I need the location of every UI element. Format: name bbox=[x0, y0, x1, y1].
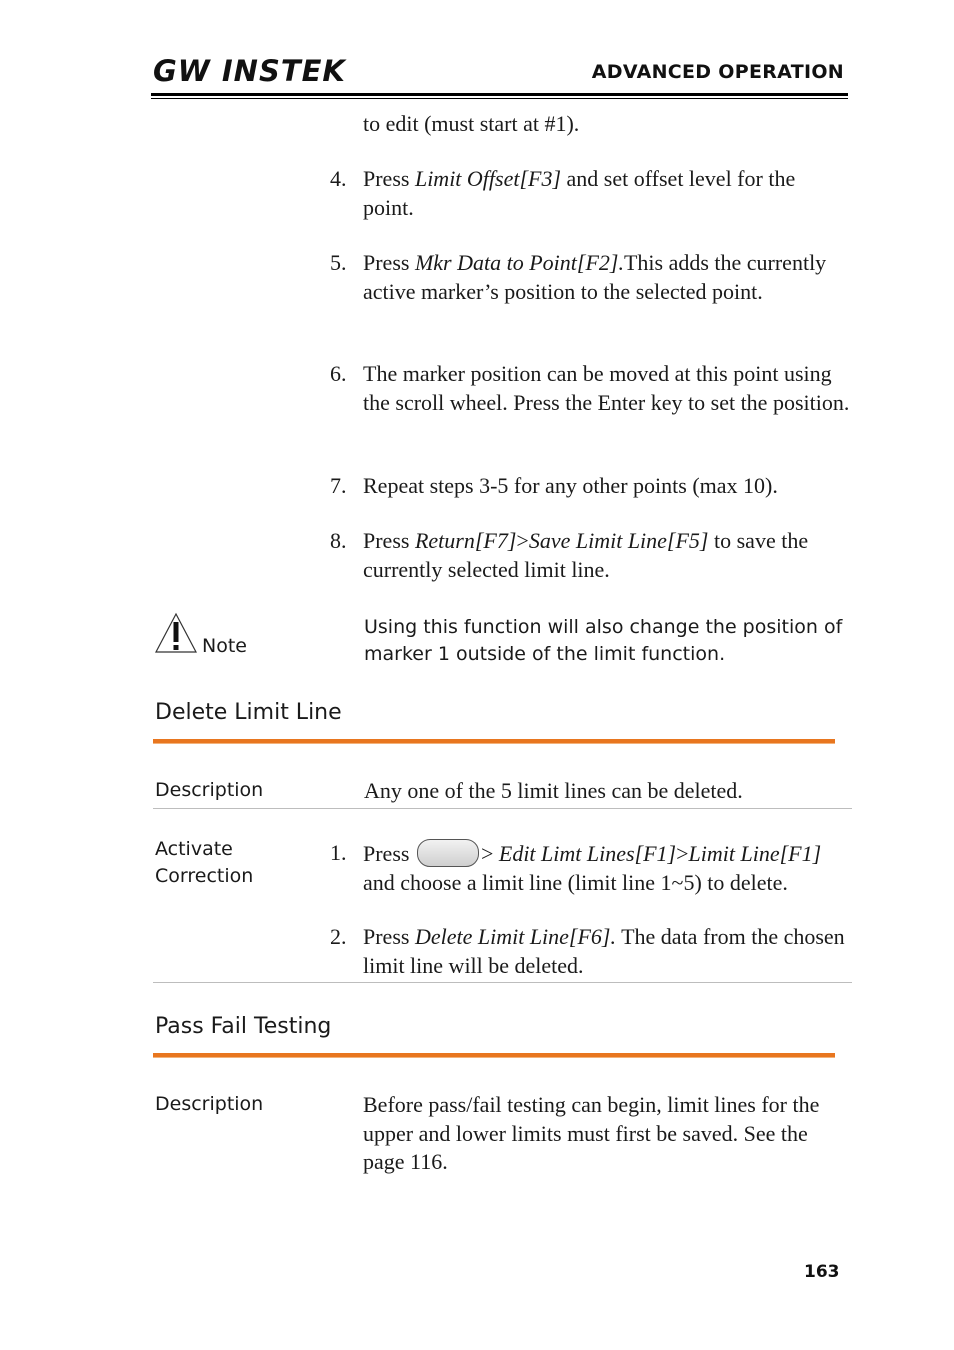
delete-description: Any one of the 5 limit lines can be deleted. bbox=[364, 778, 743, 803]
passfail-description: Before pass/fail testing can begin, limit lines for the upper and lower limits must first be saved. See the page 116. bbox=[363, 1092, 820, 1174]
step-text: Press Limit Offset[F3] and set offset level for the point. bbox=[363, 166, 796, 220]
gw-instek-logo: GW INSTEK bbox=[153, 54, 346, 88]
note-text: Using this function will also change the position of marker 1 outside of the limit function. bbox=[364, 616, 843, 665]
section-rule bbox=[153, 739, 835, 744]
step-number: 6. bbox=[330, 361, 347, 386]
delete-step-2 bbox=[330, 923, 850, 980]
description-label: Description bbox=[155, 779, 264, 801]
step-number: 7. bbox=[330, 473, 347, 498]
step-text: Press Mkr Data to Point[F2].This adds the currently active marker’s position to the selected point. bbox=[363, 250, 827, 304]
step-number: 4. bbox=[330, 166, 347, 191]
step-text: Repeat steps 3-5 for any other points (max 10). bbox=[363, 473, 778, 498]
front-panel-key-icon bbox=[417, 839, 479, 867]
header-rule-thin bbox=[151, 98, 848, 99]
step-text: Press > Edit Limt Lines[F1]>Limit Line[F1] and choose a limit line (limit line 1~5) to delete. bbox=[363, 841, 822, 895]
warning-triangle-icon bbox=[154, 612, 198, 654]
delete-step-1 bbox=[330, 839, 850, 897]
header-rule-thick bbox=[151, 93, 848, 96]
activate-label: Activate Correction bbox=[155, 838, 254, 887]
divider bbox=[153, 808, 852, 809]
page-number: 163 bbox=[804, 1262, 840, 1282]
step-number: 5. bbox=[330, 250, 347, 275]
step-5 bbox=[330, 249, 850, 306]
step-4 bbox=[330, 165, 850, 222]
step-7 bbox=[330, 472, 850, 501]
step-text: Press Return[F7]>Save Limit Line[F5] to save the currently selected limit line. bbox=[363, 528, 809, 582]
section-title-delete-limit-line: Delete Limit Line bbox=[155, 700, 342, 725]
step-number: 8. bbox=[330, 528, 347, 553]
description-label: Description bbox=[155, 1093, 264, 1115]
section-rule bbox=[153, 1053, 835, 1058]
divider bbox=[153, 982, 852, 983]
step-number: 1. bbox=[330, 840, 347, 865]
continuation-text: to edit (must start at #1). bbox=[363, 111, 580, 136]
step-6 bbox=[330, 360, 850, 417]
step-number: 2. bbox=[330, 924, 347, 949]
note-label: Note bbox=[202, 635, 247, 657]
step-text: The marker position can be moved at this point using the scroll wheel. Press the Enter key to set the position. bbox=[363, 361, 850, 415]
header-title: ADVANCED OPERATION bbox=[591, 61, 844, 83]
step-text: Press Delete Limit Line[F6]. The data from the chosen limit line will be deleted. bbox=[363, 924, 845, 978]
step-8 bbox=[330, 527, 850, 584]
section-title-pass-fail-testing: Pass Fail Testing bbox=[155, 1014, 332, 1039]
